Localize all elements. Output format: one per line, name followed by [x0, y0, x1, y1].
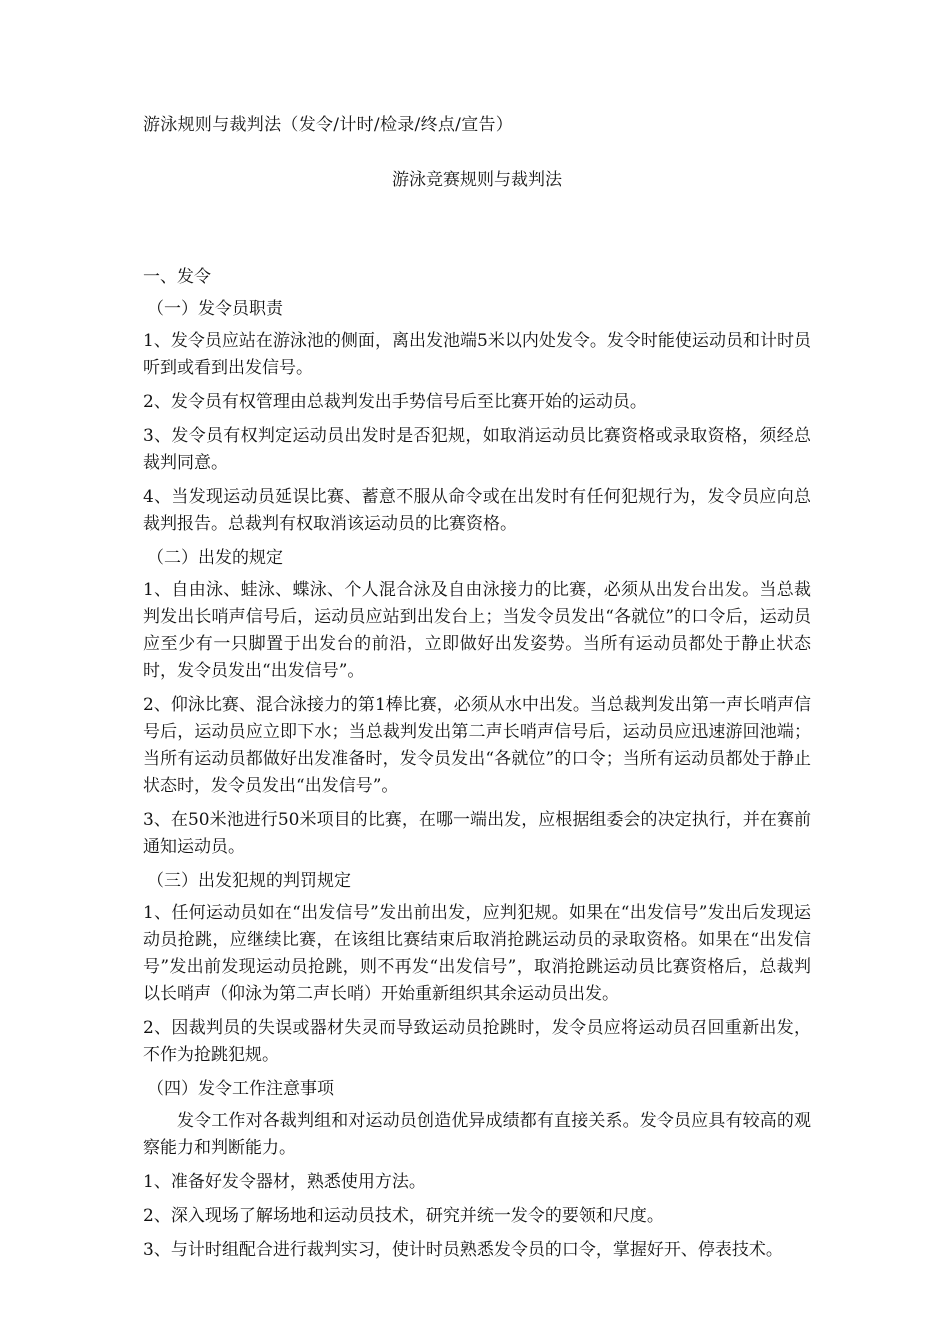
subsection-heading-starter-duties: （一）发令员职责 [147, 299, 283, 319]
document-title: 游泳规则与裁判法（发令/计时/检录/终点/宣告） [143, 115, 514, 135]
paragraph: 1、发令员应站在游泳池的侧面，离出发池端5米以内处发令。发令时能使运动员和计时员听到或看到出发信号。 [143, 331, 811, 378]
paragraph: 3、在50米池进行50米项目的比赛，在哪一端出发，应根据组委会的决定执行，并在赛前通知运动员。 [143, 810, 811, 857]
paragraph: 1、自由泳、蛙泳、蝶泳、个人混合泳及自由泳接力的比赛，必须从出发台出发。当总裁判发出长哨声信号后，运动员应站到出发台上；当发令员发出“各就位”的口令后，运动员应至少有一只脚置于出发台的前沿，立即做好出发姿势。当所有运动员都处于静止状态时，发令员发出“出发信号”。 [143, 580, 811, 681]
document-page [143, 112, 811, 1271]
paragraph: 3、与计时组配合进行裁判实习，使计时员熟悉发令员的口令，掌握好开、停表技术。 [143, 1240, 783, 1260]
paragraph: 1、任何运动员如在“出发信号”发出前出发，应判犯规。如果在“出发信号”发出后发现运动员抢跳，应继续比赛，在该组比赛结束后取消抢跳运动员的录取资格。如果在“出发信号”发出前发现运动员抢跳，则不再发“出发信号”，取消抢跳运动员比赛资格后，总裁判以长哨声（仰泳为第二声长哨）开始重新组织其余运动员出发。 [143, 903, 811, 1004]
paragraph: 4、当发现运动员延误比赛、蓄意不服从命令或在出发时有任何犯规行为，发令员应向总裁判报告。总裁判有权取消该运动员的比赛资格。 [143, 487, 811, 534]
paragraph: 2、因裁判员的失误或器材失灵而导致运动员抢跳时，发令员应将运动员召回重新出发，不作为抢跳犯规。 [143, 1018, 811, 1065]
paragraph: 3、发令员有权判定运动员出发时是否犯规，如取消运动员比赛资格或录取资格，须经总裁判同意。 [143, 426, 811, 473]
paragraph: 2、发令员有权管理由总裁判发出手势信号后至比赛开始的运动员。 [143, 392, 647, 412]
paragraph: 发令工作对各裁判组和对运动员创造优异成绩都有直接关系。发令员应具有较高的观察能力和判断能力。 [143, 1111, 811, 1158]
paragraph: 2、深入现场了解场地和运动员技术，研究并统一发令的要领和尺度。 [143, 1206, 664, 1226]
subsection-heading-start-rules: （二）出发的规定 [147, 548, 283, 568]
subsection-heading-false-start: （三）出发犯规的判罚规定 [147, 871, 351, 891]
paragraph: 1、准备好发令器材，熟悉使用方法。 [143, 1172, 426, 1192]
paragraph: 2、仰泳比赛、混合泳接力的第1棒比赛，必须从水中出发。当总裁判发出第一声长哨声信号后，运动员应立即下水；当总裁判发出第二声长哨声信号后，运动员应迅速游回池端；当所有运动员都做好出发准备时，发令员发出“各就位”的口令；当所有运动员都处于静止状态时，发令员发出“出发信号”。 [143, 695, 811, 796]
centered-title: 游泳竞赛规则与裁判法 [392, 170, 562, 190]
subsection-heading-notes: （四）发令工作注意事项 [147, 1079, 334, 1099]
section-heading-starting: 一、发令 [143, 267, 211, 287]
